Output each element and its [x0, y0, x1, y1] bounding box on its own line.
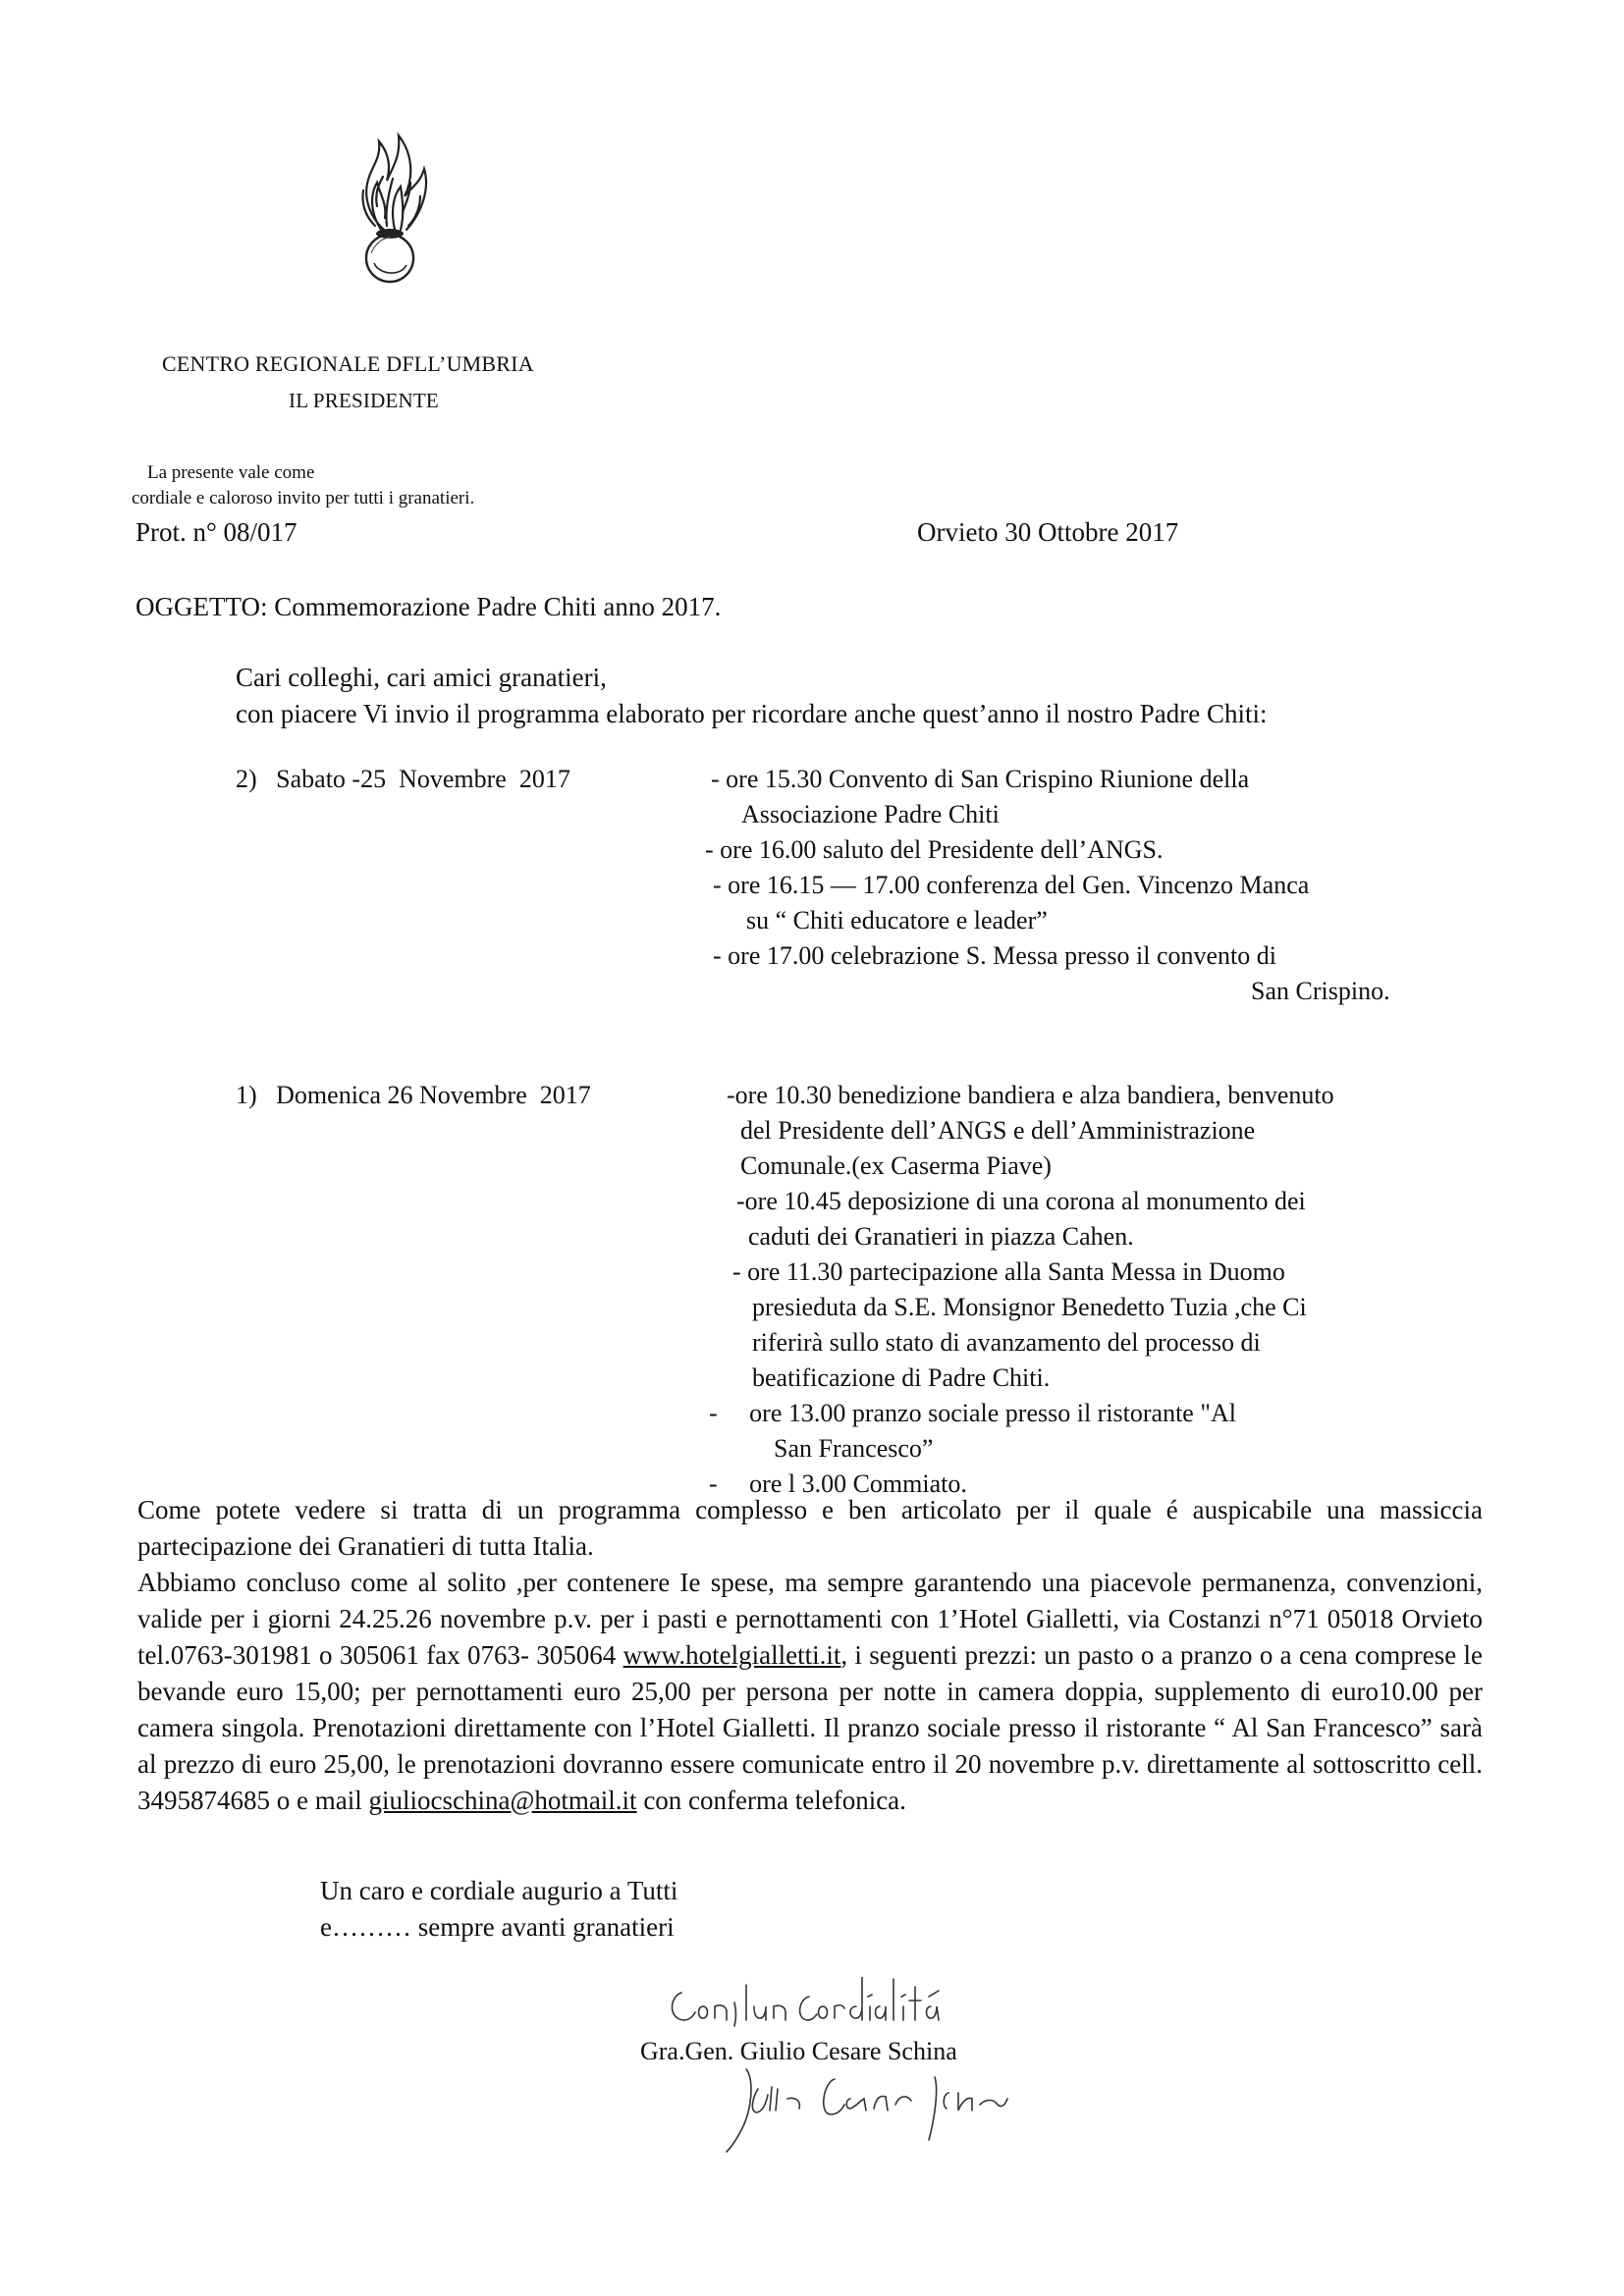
schedule-item: Associazione Padre Chiti	[741, 800, 1000, 828]
invitation-note-line-2: cordiale e caloroso invito per tutti i granatieri.	[132, 488, 475, 508]
handwritten-signature	[707, 2050, 1031, 2158]
paragraph-accommodation-part-1: Abbiamo concluso come al solito ,per contenere Ie spese, ma sempre garantendo una piacevole permanenza, convenzioni, valide per i giorni 24.25.26 novembre p.v. per i pasti e pernottamenti con 1’Hotel Gialletti, via Costanzi n°71 05018 Orvieto tel.0763-301981 o 305061 fax 0763- 305064	[137, 1568, 1483, 1670]
greeting-line-1: Cari colleghi, cari amici granatieri,	[236, 663, 607, 692]
place-date: Orvieto 30 Ottobre 2017	[917, 517, 1179, 547]
paragraph-accommodation-part-2: , i seguenti prezzi: un pasto o a pranzo o a cena comprese le bevande euro 15,00; per pernottamenti euro 25,00 per persona per notte in camera doppia, supplemento di euro10.00 per camera singola. Prenotazioni direttamente con l’Hotel Gialletti. Il pranzo sociale presso il ristorante “ Al San Francesco” sarà al prezzo di euro 25,00, le prenotazioni dovranno essere comunicate entro il 20 novembre p.v. direttamente al sottoscritto cell. 3495874685 o e mail	[137, 1640, 1483, 1815]
schedule-item: - ore 11.30 partecipazione alla Santa Messa in Duomo	[732, 1257, 1285, 1286]
invitation-note-line-1: La presente vale come	[147, 462, 315, 483]
paragraph-accommodation	[137, 1565, 1483, 1819]
schedule-item: - ore 16.00 saluto del Presidente dell’ANGS.	[705, 835, 1164, 864]
greeting-line-2: con piacere Vi invio il programma elaborato per ricordare anche quest’anno il nostro Padre Chiti:	[236, 699, 1268, 728]
schedule-item: San Francesco”	[774, 1434, 934, 1463]
schedule-item: riferirà sullo stato di avanzamento del processo di	[752, 1328, 1261, 1357]
schedule-item: -ore 10.45 deposizione di una corona al monumento dei	[736, 1187, 1306, 1215]
schedule-item: San Crispino.	[1251, 977, 1390, 1005]
saturday-schedule	[687, 762, 1390, 1009]
schedule-item: caduti dei Granatieri in piazza Cahen.	[748, 1222, 1134, 1251]
schedule-item: Comunale.(ex Caserma Piave)	[740, 1151, 1052, 1180]
sunday-day-label: 1) Domenica 26 Novembre 2017	[236, 1081, 591, 1109]
closing-line-2: e……… sempre avanti granatieri	[320, 1912, 675, 1942]
schedule-item: - ore 13.00 pranzo sociale presso il ristorante "Al	[709, 1399, 1236, 1427]
schedule-item: -ore 10.30 benedizione bandiera e alza bandiera, benvenuto	[727, 1081, 1334, 1109]
schedule-item: del Presidente dell’ANGS e dell’Amministrazione	[740, 1116, 1256, 1145]
paragraph-participation: Come potete vedere si tratta di un programma complesso e ben articolato per il quale é auspicabile una massiccia partecipazione dei Granatieri di tutta Italia.	[137, 1495, 1483, 1561]
protocol-number: Prot. n° 08/017	[135, 517, 298, 547]
schedule-item: presieduta da S.E. Monsignor Benedetto Tuzia ,che Ci	[752, 1293, 1307, 1321]
paragraph-accommodation-part-3: con conferma telefonica.	[636, 1786, 906, 1815]
saturday-day-label: 2) Sabato -25 Novembre 2017	[236, 765, 570, 793]
president-title: IL PRESIDENTE	[289, 389, 439, 412]
schedule-item: - ore l 3.00 Commiato.	[709, 1469, 967, 1498]
email-link[interactable]: giuliocschina@hotmail.it	[368, 1786, 637, 1815]
flaming-grenade-emblem-icon	[332, 128, 448, 285]
handwritten-greeting	[664, 1963, 998, 2032]
sunday-schedule	[687, 1078, 1334, 1502]
subject-line: OGGETTO: Commemorazione Padre Chiti anno 2017.	[135, 592, 722, 621]
hotel-website-link[interactable]: www.hotelgialletti.it	[623, 1640, 841, 1670]
schedule-item: - ore 17.00 celebrazione S. Messa presso il convento di	[713, 941, 1277, 970]
schedule-item: - ore 16.15 — 17.00 conferenza del Gen. Vincenzo Manca	[713, 871, 1310, 899]
schedule-item: - ore 15.30 Convento di San Crispino Riunione della	[711, 765, 1250, 793]
organization-line: CENTRO REGIONALE DFLL’UMBRIA	[162, 351, 534, 376]
schedule-item: beatificazione di Padre Chiti.	[752, 1363, 1051, 1392]
signer-name: Gra.Gen. Giulio Cesare Schina	[640, 2037, 957, 2065]
schedule-item: su “ Chiti educatore e leader”	[746, 906, 1048, 934]
closing-line-1: Un caro e cordiale augurio a Tutti	[320, 1876, 678, 1905]
